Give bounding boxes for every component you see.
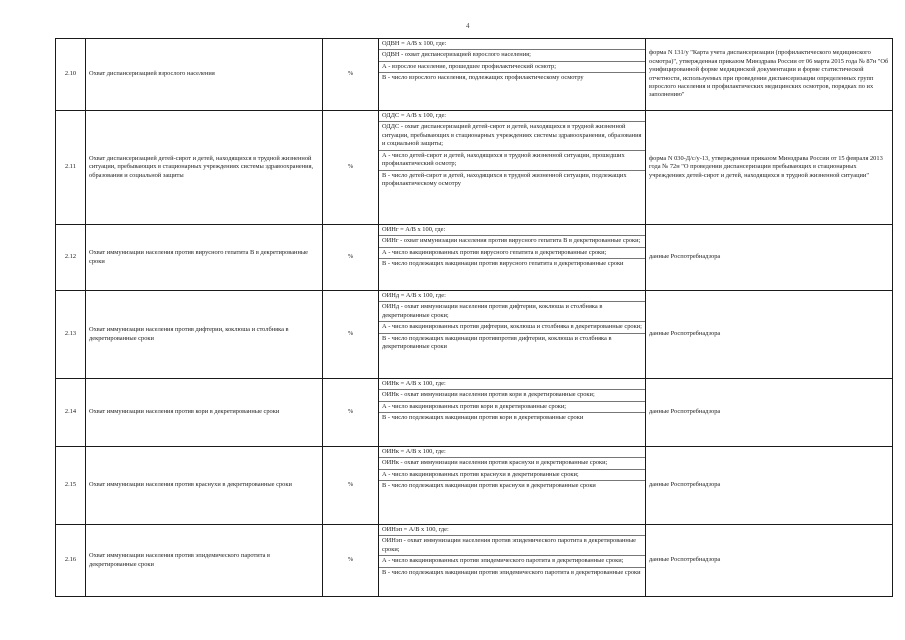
row-number: 2.15 [56,447,86,525]
formula-cell [379,525,646,597]
unit-cell: % [323,111,379,225]
source-cell: данные Роспотребнадзора [646,291,893,379]
formula-cell [379,39,646,111]
formula-cell [379,111,646,225]
indicator-name: Охват диспансеризацией взрослого населения [86,39,323,111]
formula-line: В - число подлежащих вакцинации против вирусного гепатита в декретированные сроки [382,260,624,268]
formula-line: А - число вакцинированных против дифтерии, коклюша и столбняка в декретированные сроки; [379,322,645,333]
formula-line: В - число взрослого населения, подлежащих профилактическому осмотру [382,74,584,82]
indicator-name: Охват иммунизации населения против краснухи в декретированные сроки [86,447,323,525]
formula-line: ОИНк = А/В х 100, где: [379,379,645,390]
table-row [56,225,893,291]
source-cell: форма N 131/у "Карта учета диспансеризации (профилактического медицинского осмотра)", утвержденная приказом Минздрава России от 06 марта 2015 года № 87н "Об унифицированной форме медицинской документации и форме статистической отчетности, используемых при проведении диспансеризации определенных групп взрослого населения и профилактических медицинских осмотров, порядках по их заполнению" [646,39,893,111]
source-cell: форма N 030-Д/с/у-13, утвержденная приказом Минздрава России от 15 февраля 2013 года № 72н "О проведении диспансеризации пребывающих в стационарных учреждениях детей-сирот и детей, находящихся в трудной жизненной ситуации" [646,111,893,225]
table-row [56,379,893,447]
formula-line: В - число подлежащих вакцинации против эпидемического паротита в декретированные сроки [382,568,641,576]
unit-cell: % [323,525,379,597]
table-row [56,39,893,111]
formula-line: ОИНг - охват иммунизации населения против вирусного гепатита В в декретированные сроки; [379,236,645,247]
indicator-name: Охват диспансеризацией детей-сирот и детей, находящихся в трудной жизненной ситуации, пребывающих в стационарных учреждениях системы здравоохранения, образования и социальной защиты [86,111,323,225]
unit-cell: % [323,291,379,379]
formula-line: ОИНд - охват иммунизации населения против дифтерии, коклюша и столбняка в декретированные сроки; [379,302,645,322]
formula-line: В - число детей-сирот и детей, находящихся в трудной жизненной ситуации, подлежащих профилактическому осмотру [382,171,627,188]
unit-cell: % [323,39,379,111]
indicators-table [55,38,893,597]
formula-line: ОИНд = А/В х 100, где: [379,291,645,302]
formula-line: В - число подлежащих вакцинации против краснухи в декретированные сроки [382,482,596,490]
formula-line: ОДВН = А/В х 100, где: [379,39,645,50]
source-cell: данные Роспотребнадзора [646,225,893,291]
formula-line: ОИНг = А/В х 100, где: [379,225,645,236]
indicator-name: Охват иммунизации населения против эпидемического паротита в декретированные сроки [86,525,323,597]
table-body [56,39,893,597]
formula-line: ОИНк = А/В х 100, где: [379,447,645,458]
formula-cell [379,291,646,379]
formula-line: В - число подлежащих вакцинации противпротив дифтерии, коклюша и столбняка в декретированные сроки [382,334,612,351]
formula-line: ОИНэп - охват иммунизации населения против эпидемического паротита в декретированные сроки; [379,536,645,556]
formula-line: ОИНк - охват иммунизации населения против краснухи в декретированные сроки; [379,458,645,469]
row-number: 2.14 [56,379,86,447]
unit-cell: % [323,225,379,291]
formula-line: А - число детей-сирот и детей, находящихся в трудной жизненной ситуации, прошедших профилактический осмотр; [379,151,645,171]
source-cell: данные Роспотребнадзора [646,379,893,447]
formula-cell [379,225,646,291]
row-number: 2.10 [56,39,86,111]
row-number: 2.12 [56,225,86,291]
formula-line: А - число вакцинированных против краснухи в декретированные сроки; [379,470,645,481]
formula-line: ОДВН - охват диспансеризацией взрослого населения; [379,50,645,61]
formula-line: ОИНк - охват иммунизации населения против кори в декретированные сроки; [379,390,645,401]
table-row [56,111,893,225]
source-cell: данные Роспотребнадзора [646,447,893,525]
formula-line: А - число вакцинированных против кори в декретированные сроки; [379,402,645,413]
table-row [56,525,893,597]
formula-line: В - число подлежащих вакцинации против кори в декретированные сроки [382,414,584,422]
indicator-name: Охват иммунизации населения против дифтерии, коклюша и столбняка в декретированные сроки [86,291,323,379]
page-mark: 4 [466,22,470,30]
indicator-name: Охват иммунизации населения против вирусного гепатита В в декретированные сроки [86,225,323,291]
source-cell: данные Роспотребнадзора [646,525,893,597]
unit-cell: % [323,379,379,447]
formula-line: А - взрослое население, прошедшее профилактический осмотр; [379,62,645,73]
row-number: 2.16 [56,525,86,597]
indicator-name: Охват иммунизации населения против кори в декретированные сроки [86,379,323,447]
formula-cell [379,447,646,525]
table-row [56,447,893,525]
formula-cell [379,379,646,447]
formula-line: ОДДС = А/В х 100, где: [379,111,645,122]
formula-line: А - число вакцинированных против вирусного гепатита в декретированные сроки; [379,248,645,259]
row-number: 2.11 [56,111,86,225]
table-row [56,291,893,379]
unit-cell: % [323,447,379,525]
row-number: 2.13 [56,291,86,379]
formula-line: ОДДС - охват диспансеризацией детей-сирот и детей, находящихся в трудной жизненной ситуации, пребывающих в стационарных учреждениях системы здравоохранения, образования и социальной защиты; [379,122,645,150]
formula-line: ОИНэп = А/В х 100, где: [379,525,645,536]
formula-line: А - число вакцинированных против эпидемического паротита в декретированные сроки; [379,556,645,567]
